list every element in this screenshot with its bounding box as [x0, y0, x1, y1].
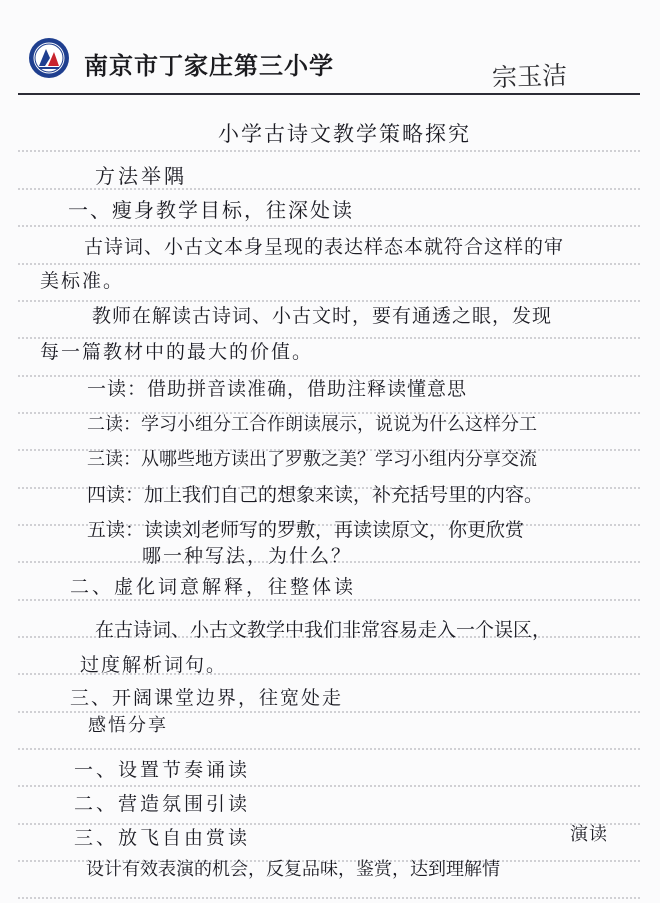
reading-step: 哪一种写法，为什么？ [142, 545, 353, 567]
margin-note: 演读 [570, 824, 608, 845]
paragraph-line: 每一篇教材中的最大的价值。 [40, 341, 314, 363]
paragraph-line: 过度解析词句。 [80, 654, 228, 676]
paragraph-line: 美标准。 [40, 270, 125, 292]
school-name: 南京市丁家庄第三小学 [84, 51, 334, 80]
strategy-heading: 二、虚化词意解释，往整体读 [70, 576, 357, 598]
list-item: 二、营造氛围引读 [74, 793, 251, 815]
paragraph-line: 设计有效表演的机会，反复品味，鉴赏，达到理解情 [86, 859, 500, 880]
reading-step: 三读：从哪些地方读出了罗敷之美？学习小组内分享交流 [87, 449, 537, 470]
section-heading: 感悟分享 [88, 715, 168, 736]
paragraph-line: 古诗词、小古文本身呈现的表达样态本就符合这样的审 [84, 236, 565, 258]
author-name: 宗玉洁 [491, 60, 568, 93]
strategy-heading: 一、瘦身教学目标，往深处读 [68, 198, 354, 222]
document-title: 小学古诗文教学策略探究 [218, 122, 471, 146]
section-heading: 方法举隅 [95, 164, 187, 188]
paragraph-line: 教师在解读古诗词、小古文时，要有通透之眼，发现 [92, 305, 553, 327]
reading-step: 五读：读读刘老师写的罗敷，再读读原文，你更欣赏 [87, 519, 525, 541]
reading-step: 四读：加上我们自己的想象来读，补充括号里的内容。 [87, 484, 544, 506]
list-item: 三、放飞自由赏读 [74, 827, 251, 849]
list-item: 一、设置节奏诵读 [74, 759, 251, 781]
reading-step: 一读：借助拼音读准确，借助注释读懂意思 [87, 378, 468, 400]
strategy-heading: 三、开阔课堂边界，往宽处走 [70, 687, 344, 709]
paragraph-line: 在古诗词、小古文教学中我们非常容易走入一个误区， [95, 619, 552, 641]
reading-step: 二读：学习小组分工合作朗读展示，说说为什么这样分工 [87, 414, 537, 435]
